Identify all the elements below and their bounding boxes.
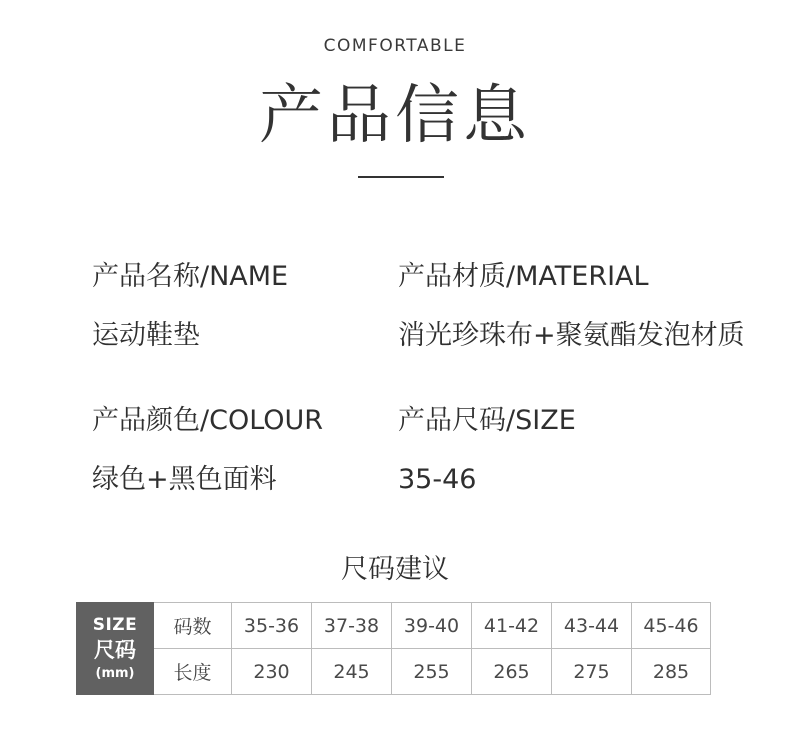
size-badge [77, 603, 154, 695]
table-row-lengths [77, 649, 711, 695]
table-cell: 45-46 [632, 603, 711, 649]
table-cell: 255 [392, 649, 472, 695]
title-divider [358, 176, 444, 178]
badge-chima-text: 尺码 [94, 638, 136, 662]
table-cell: 35-36 [232, 603, 312, 649]
eyebrow-text: COMFORTABLE [323, 36, 467, 56]
size-chart-table [76, 602, 711, 695]
size-value: 35-46 [398, 464, 477, 495]
table-cell: 285 [632, 649, 711, 695]
colour-value: 绿色+黑色面料 [92, 464, 277, 495]
table-cell: 230 [232, 649, 312, 695]
size-section-title: 尺码建议 [341, 554, 449, 585]
table-cell: 265 [472, 649, 552, 695]
name-value: 运动鞋垫 [92, 320, 200, 351]
table-cell: 39-40 [392, 603, 472, 649]
badge-size-text: SIZE [92, 615, 138, 635]
material-value: 消光珍珠布+聚氨酯发泡材质 [398, 320, 745, 351]
table-cell: 245 [312, 649, 392, 695]
table-cell: 37-38 [312, 603, 392, 649]
table-cell: 275 [552, 649, 632, 695]
page-title: 产品信息 [259, 79, 531, 153]
row-label-size: 码数 [154, 603, 232, 649]
table-cell: 43-44 [552, 603, 632, 649]
badge-unit-text: (mm) [95, 666, 135, 681]
table-cell: 41-42 [472, 603, 552, 649]
table-row-sizes [77, 603, 711, 649]
material-label: 产品材质/MATERIAL [398, 261, 649, 292]
colour-label: 产品颜色/COLOUR [92, 405, 324, 436]
size-label: 产品尺码/SIZE [398, 405, 576, 436]
name-label: 产品名称/NAME [92, 261, 289, 292]
row-label-length: 长度 [154, 649, 232, 695]
